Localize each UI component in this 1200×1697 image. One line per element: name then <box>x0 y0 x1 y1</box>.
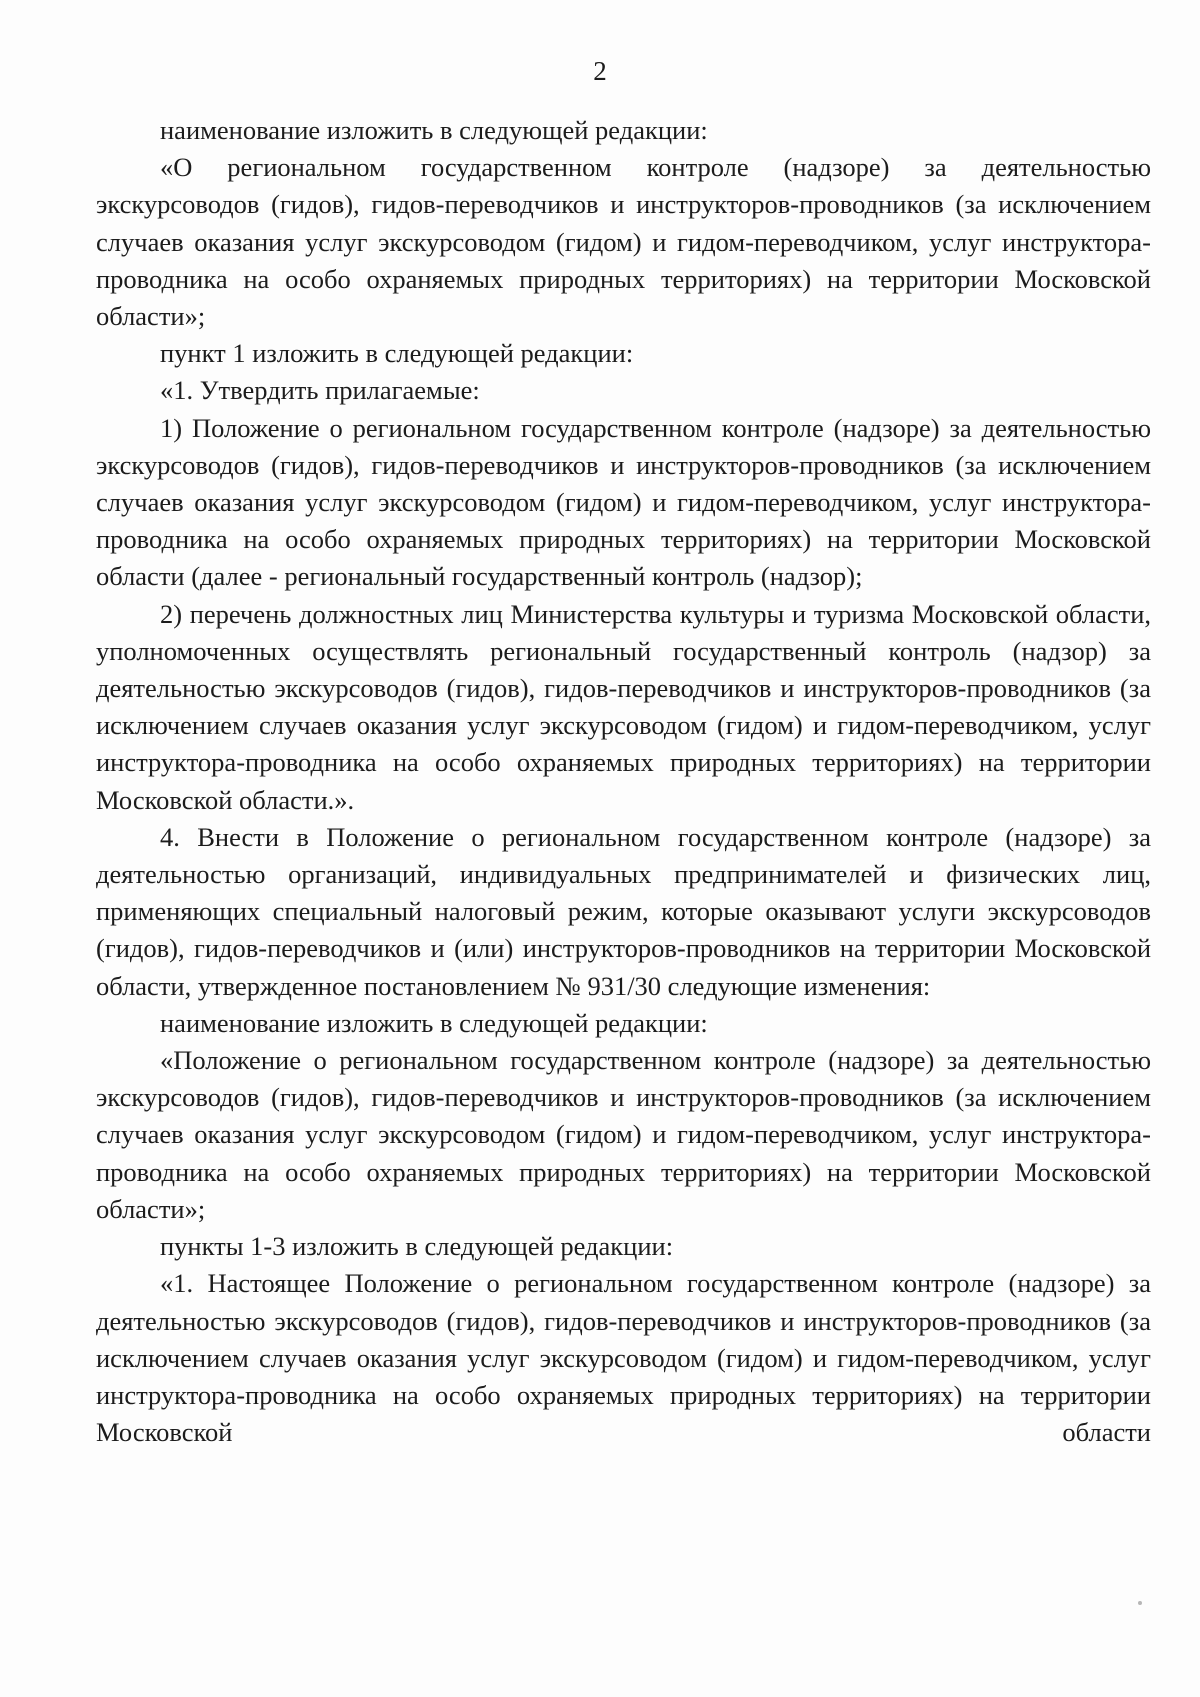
paragraph: «1. Настоящее Положение о региональном государственном контроле (надзоре) за деятельностью экскурсоводов (гидов), гидов-переводчиков и инструкторов-проводников (за исключением случаев оказания услуг экскурсоводом (гидом) и гидом-переводчиком, услуг инструктора-проводника на особо охраняемых природных территориях) на территории Московской области <box>96 1268 1151 1448</box>
paragraph: пункт 1 изложить в следующей редакции: <box>160 338 634 369</box>
paragraph: 4. Внести в Положение о региональном государственном контроле (надзоре) за деятельностью организаций, индивидуальных предпринимателей и физических лиц, применяющих специальный налоговый режим, которые оказывают услуги экскурсоводов (гидов), гидов-переводчиков и (или) инструкторов-проводников на территории Московской области, утвержденное постановлением № 931/30 следующие изменения: <box>96 821 1151 1001</box>
paragraph: «О региональном государственном контроле (надзоре) за деятельностью экскурсоводов (гидов), гидов-переводчиков и инструкторов-проводников (за исключением случаев оказания услуг экскурсоводом (гидом) и гидом-переводчиком, услуг инструктора-проводника на особо охраняемых природных территориях) на территории Московской области»; <box>96 152 1151 332</box>
paragraph: наименование изложить в следующей редакции: <box>160 1007 708 1038</box>
paragraph: 2) перечень должностных лиц Министерства культуры и туризма Московской области, уполномоченных осуществлять региональный государственный контроль (надзор) за деятельностью экскурсоводов (гидов), гидов-переводчиков и инструкторов-проводников (за исключением случаев оказания услуг экскурсоводом (гидом) и гидом-переводчиком, услуг инструктора-проводника на особо охраняемых природных территориях) на территории Московской области.». <box>96 598 1151 815</box>
page-number: 2 <box>593 56 607 86</box>
paragraph: пункты 1-3 изложить в следующей редакции: <box>160 1231 674 1262</box>
paragraph: наименование изложить в следующей редакции: <box>160 115 708 145</box>
paragraph: 1) Положение о региональном государственном контроле (надзоре) за деятельностью экскурсоводов (гидов), гидов-переводчиков и инструкторов-проводников (за исключением случаев оказания услуг экскурсоводом (гидом) и гидом-переводчиком, услуг инструктора-проводника на особо охраняемых природных территориях) на территории Московской области (далее - региональный государственный контроль (надзор); <box>96 412 1151 592</box>
paragraph: «1. Утвердить прилагаемые: <box>160 375 480 406</box>
paragraph: «Положение о региональном государственном контроле (надзоре) за деятельностью экскурсоводов (гидов), гидов-переводчиков и инструкторов-проводников (за исключением случаев оказания услуг экскурсоводом (гидом) и гидом-переводчиком, услуг инструктора-проводника на особо охраняемых природных территориях) на территории Московской области»; <box>96 1045 1151 1224</box>
document-body <box>96 112 1151 1451</box>
scan-speck <box>1138 1601 1142 1605</box>
